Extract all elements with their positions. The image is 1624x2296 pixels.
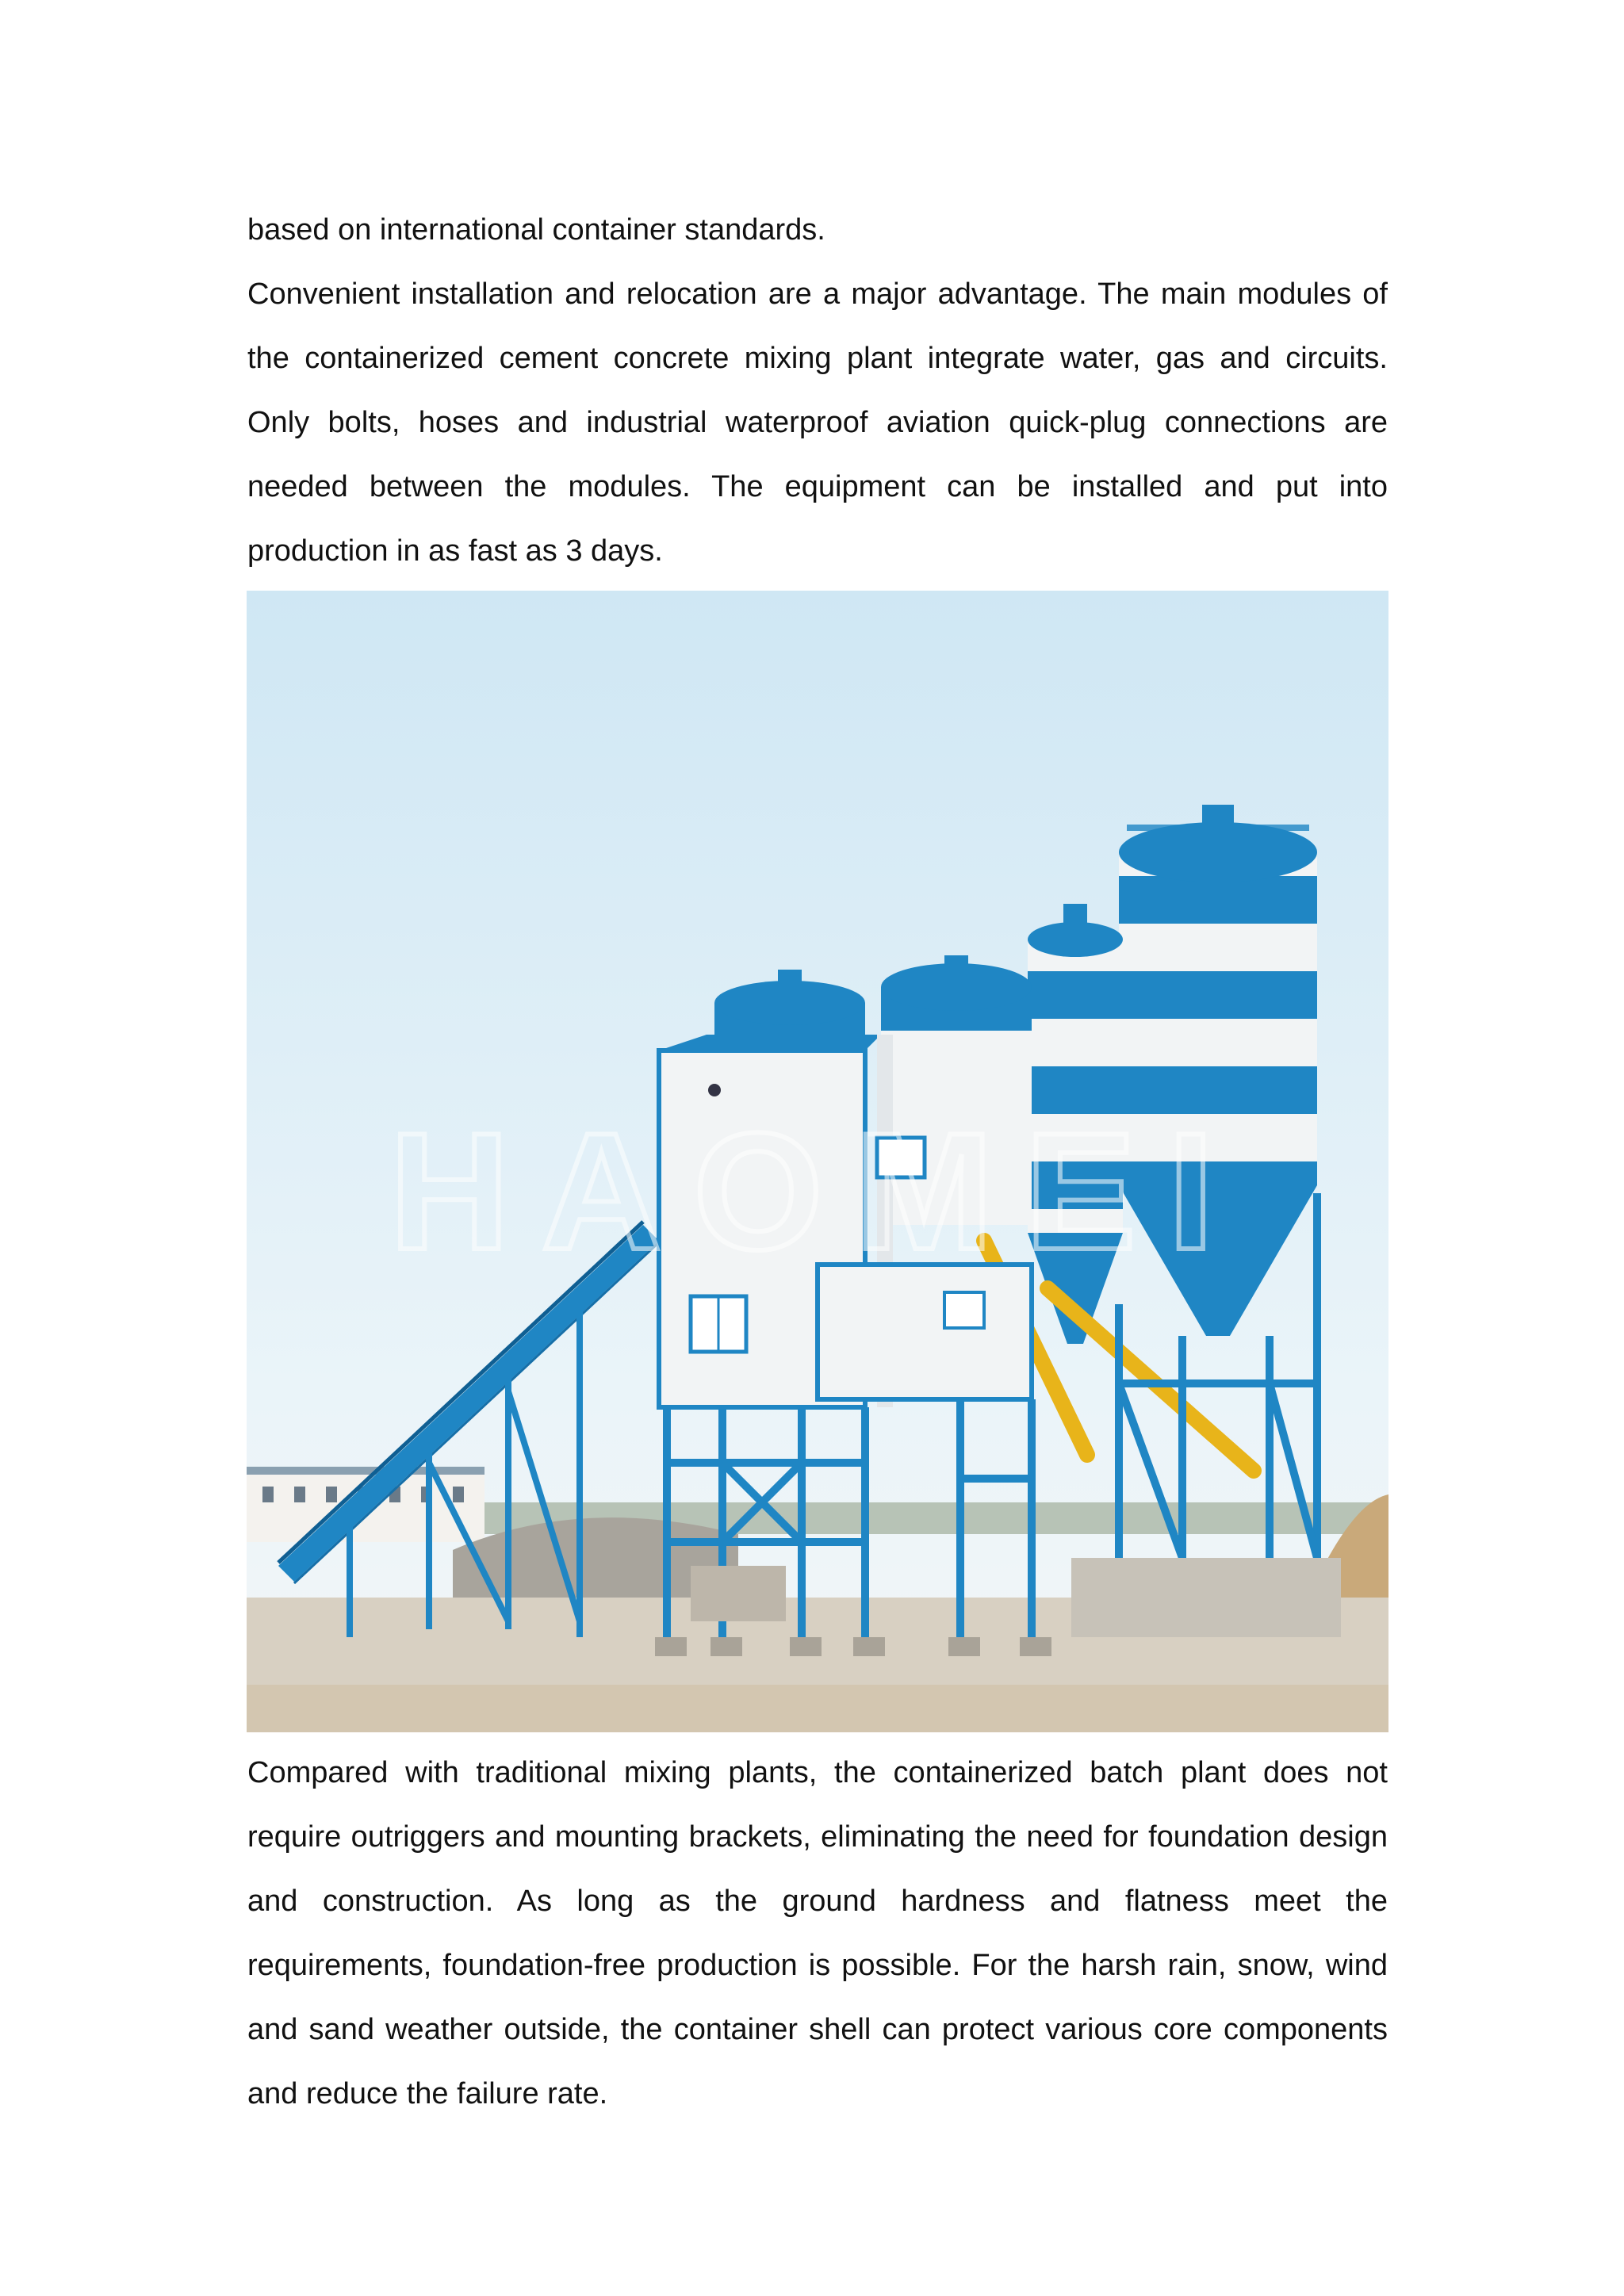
text-block-bottom [247,1741,1388,2126]
paragraph-installation: Convenient installation and relocation are a major advantage. The main modules of the containerized cement concrete mixing plant integrate water, gas and circuits. Only bolts, hoses and industrial waterproof aviation quick-plug connections are needed between the modules. The equipment can be installed and put into production in as fast as 3 days. [247,277,1388,568]
control-cabin [818,1265,1032,1399]
concrete-base [1071,1558,1341,1637]
batch-plant-photo [247,591,1388,1732]
paragraph-comparison: Compared with traditional mixing plants, the containerized batch plant does not require outriggers and mounting brackets, eliminating the need for foundation design and construction. As long as the ground hardness and flatness meet the requirements, foundation-free production is possible. For the harsh rain, snow, wind and sand weather outside, the container shell can protect various core components and reduce the failure rate. [247,1756,1388,2110]
watermark: HAOMEI [389,1098,1246,1284]
batch-plant-illustration [247,591,1388,1732]
paragraph-continuation: based on international container standards. [247,213,825,247]
text-block-top [247,198,1388,584]
